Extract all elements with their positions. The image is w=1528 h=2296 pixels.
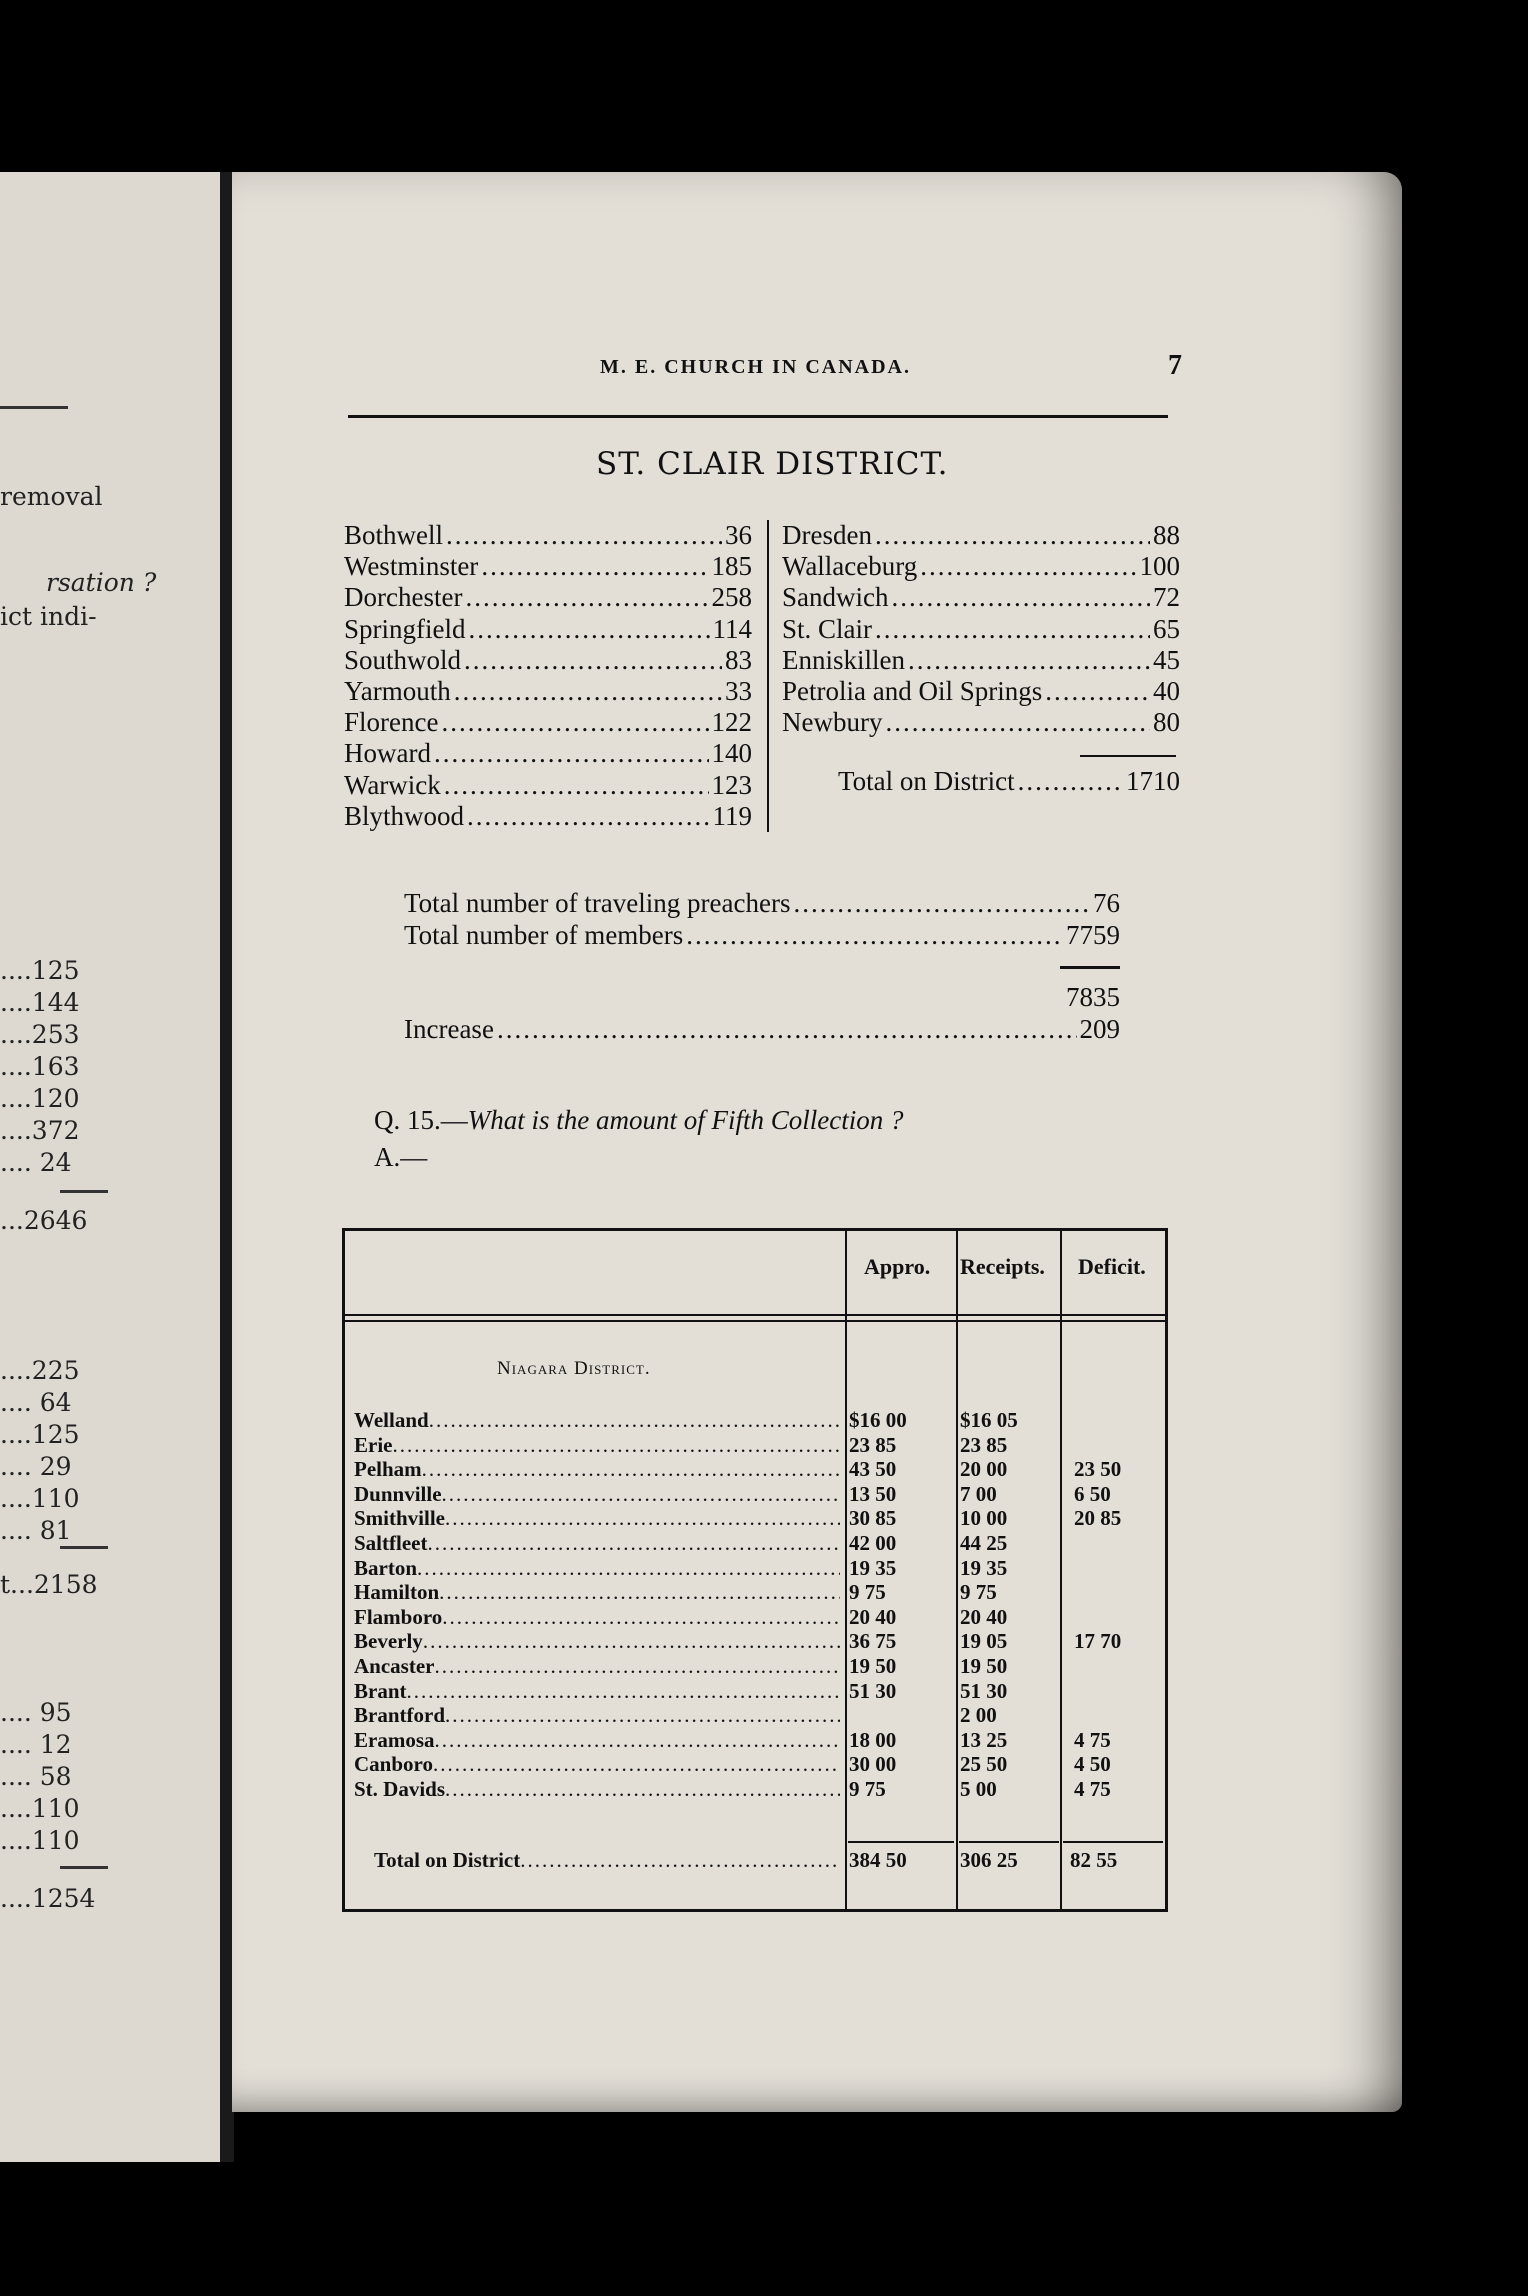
leader-dots <box>885 707 1150 738</box>
st-clair-total-value: 1710 <box>1126 766 1180 796</box>
cell-appro: $16 00 <box>849 1408 907 1432</box>
row-name: Erie <box>354 1432 393 1457</box>
left-page-line: ....110 <box>0 1484 80 1513</box>
row-name: Welland <box>354 1408 429 1432</box>
left-page-line: ....372 <box>0 1116 80 1145</box>
leader-dots <box>433 1752 840 1777</box>
left-page-line: .... 12 <box>0 1730 72 1759</box>
members-total <box>404 920 1120 951</box>
left-page-line: ....163 <box>0 1052 80 1081</box>
district-entry <box>344 582 752 613</box>
total-rule <box>1063 1841 1163 1843</box>
left-page-line: ....110 <box>0 1794 80 1823</box>
circuit-name: St. Clair <box>782 613 873 644</box>
left-page-line: .... 64 <box>0 1388 72 1417</box>
leader-dots <box>920 551 1136 582</box>
cell-receipts: 19 35 <box>960 1555 1008 1580</box>
left-page-rule <box>60 1866 108 1869</box>
left-page-line: ....125 <box>0 1420 80 1449</box>
row-name: Beverly <box>354 1629 423 1654</box>
table-row <box>342 1433 1168 1458</box>
leader-dots <box>1018 766 1123 797</box>
question-text: What is the amount of Fifth Collection ? <box>467 1105 904 1135</box>
district-entry <box>344 645 752 676</box>
district-entry <box>344 707 752 738</box>
total-label: Total on District <box>374 1848 521 1872</box>
left-page-line: .... 29 <box>0 1452 72 1481</box>
row-name: Brant <box>354 1678 407 1703</box>
district-entry <box>782 707 1180 738</box>
circuit-members: 33 <box>725 676 752 706</box>
answer-label: A.— <box>374 1142 428 1172</box>
total-appro: 384 50 <box>849 1848 907 1872</box>
leader-dots <box>439 1580 840 1605</box>
district-entry <box>782 520 1180 551</box>
left-page-line: t...2158 <box>0 1570 98 1599</box>
header-rule <box>348 415 1168 418</box>
circuit-name: Southwold <box>344 644 462 675</box>
cell-receipts: 20 00 <box>960 1457 1008 1482</box>
cell-appro: 43 50 <box>849 1457 897 1482</box>
table-row <box>342 1605 1168 1630</box>
leader-dots <box>464 645 722 676</box>
column-divider <box>767 520 769 832</box>
cell-appro: 9 75 <box>849 1580 886 1605</box>
page-number: 7 <box>1168 350 1184 381</box>
header-rule <box>342 1320 1168 1322</box>
district-entry <box>782 551 1180 582</box>
circuit-members: 122 <box>711 707 752 738</box>
row-name: Brantford <box>354 1703 445 1728</box>
left-page-line: ....110 <box>0 1826 80 1855</box>
preachers-value: 76 <box>1093 888 1120 918</box>
row-name: Flamboro <box>354 1604 443 1629</box>
cell-appro: 30 00 <box>849 1752 897 1777</box>
circuit-name: Yarmouth <box>344 676 451 706</box>
st-clair-total <box>838 766 1180 797</box>
table-row <box>342 1408 1168 1433</box>
circuit-members: 114 <box>712 613 752 644</box>
leader-dots <box>908 645 1150 676</box>
circuit-name: Springfield <box>344 613 466 644</box>
left-page-line: rsation ? <box>46 568 157 597</box>
cell-appro: 51 30 <box>849 1678 897 1703</box>
district-entry <box>344 801 752 832</box>
district-entry <box>782 614 1180 645</box>
header-rule <box>342 1314 1168 1316</box>
table-row <box>342 1506 1168 1531</box>
table-row <box>342 1703 1168 1728</box>
district-entry <box>344 676 752 707</box>
circuit-name: Enniskillen <box>782 644 905 675</box>
cell-deficit: 23 50 <box>1074 1457 1122 1482</box>
leader-dots <box>1045 676 1150 707</box>
circuit-name: Florence <box>344 707 439 738</box>
left-page-rule <box>0 406 68 409</box>
total-rule <box>959 1841 1059 1843</box>
members-label: Total number of members <box>404 920 684 950</box>
circuit-name: Sandwich <box>782 582 889 613</box>
district-entry <box>782 582 1180 613</box>
cell-receipts: 51 30 <box>960 1678 1008 1703</box>
cell-receipts: 44 25 <box>960 1531 1008 1555</box>
leader-dots <box>427 1531 840 1556</box>
cell-receipts: 2 00 <box>960 1703 997 1728</box>
circuit-name: Petrolia and Oil Springs <box>782 676 1043 706</box>
district-entry <box>782 676 1180 707</box>
leader-dots <box>422 1457 840 1482</box>
cell-appro: 42 00 <box>849 1531 897 1555</box>
circuit-name: Dresden <box>782 520 872 550</box>
row-name: Barton <box>354 1555 417 1580</box>
sum-rule <box>1060 966 1120 969</box>
left-page-line: ....1254 <box>0 1884 96 1913</box>
cell-receipts: 10 00 <box>960 1506 1008 1531</box>
left-page-rule <box>60 1190 108 1193</box>
cell-appro: 18 00 <box>849 1727 897 1752</box>
st-clair-total-label: Total on District <box>838 766 1015 796</box>
table-row <box>342 1482 1168 1507</box>
row-name: St. Davids <box>354 1777 446 1801</box>
sum-value: 7835 <box>1066 982 1120 1012</box>
circuit-members: 123 <box>711 769 752 800</box>
cell-appro: 36 75 <box>849 1629 897 1654</box>
circuit-name: Westminster <box>344 551 479 582</box>
increase-line <box>404 1014 1120 1045</box>
circuit-name: Newbury <box>782 707 883 738</box>
increase-label: Increase <box>404 1014 494 1044</box>
section-title: Niagara District. <box>497 1358 651 1379</box>
circuit-name: Wallaceburg <box>782 551 918 582</box>
header-receipts: Receipts. <box>960 1254 1045 1279</box>
cell-appro: 30 85 <box>849 1506 897 1531</box>
collection-table <box>342 1228 1168 1912</box>
circuit-members: 65 <box>1153 613 1180 644</box>
leader-dots <box>467 801 709 832</box>
circuit-name: Howard <box>344 738 431 769</box>
left-page-line: ....125 <box>0 956 80 985</box>
total-rule <box>848 1841 954 1843</box>
leader-dots <box>441 707 708 738</box>
table-row <box>342 1580 1168 1605</box>
table-bottom-rule <box>342 1909 1168 1912</box>
header-appro: Appro. <box>864 1254 931 1279</box>
leader-dots <box>444 770 709 801</box>
increase-value: 209 <box>1079 1014 1120 1044</box>
circuit-members: 40 <box>1153 676 1180 706</box>
circuit-name: Blythwood <box>344 800 465 831</box>
preachers-total <box>404 888 1120 919</box>
cell-deficit: 4 75 <box>1074 1727 1111 1752</box>
cell-receipts: $16 05 <box>960 1408 1018 1432</box>
left-page-line: ....144 <box>0 988 80 1017</box>
running-title: M. E. CHURCH IN CANADA. <box>600 356 911 378</box>
table-row <box>342 1556 1168 1581</box>
left-page-line: ....253 <box>0 1020 80 1049</box>
cell-appro: 9 75 <box>849 1777 886 1801</box>
total-row <box>342 1848 1168 1873</box>
left-page-line: removal <box>0 482 103 511</box>
row-name: Ancaster <box>354 1654 435 1678</box>
district-entry <box>344 520 752 551</box>
leader-dots <box>469 614 710 645</box>
cell-receipts: 25 50 <box>960 1752 1008 1777</box>
leader-dots <box>446 520 722 551</box>
row-name: Smithville <box>354 1506 446 1531</box>
circuit-members: 185 <box>711 551 752 582</box>
left-page-line: .... 81 <box>0 1516 72 1545</box>
district-entry <box>782 645 1180 676</box>
left-page-line: ....225 <box>0 1356 80 1385</box>
table-row <box>342 1654 1168 1679</box>
cell-appro: 19 35 <box>849 1555 897 1580</box>
left-page-line: .... 95 <box>0 1698 72 1727</box>
row-name: Eramosa <box>354 1727 435 1752</box>
leader-dots <box>445 1703 840 1728</box>
leader-dots <box>497 1014 1077 1045</box>
cell-receipts: 13 25 <box>960 1727 1008 1752</box>
members-value: 7759 <box>1066 920 1120 950</box>
circuit-name: Warwick <box>344 769 441 800</box>
circuit-name: Bothwell <box>344 520 443 550</box>
leader-dots <box>434 1654 840 1679</box>
left-page-rule <box>60 1546 108 1549</box>
row-name: Canboro <box>354 1752 433 1777</box>
leader-dots <box>793 888 1090 919</box>
circuit-members: 119 <box>712 800 752 831</box>
sum-rule <box>1080 755 1176 757</box>
table-row <box>342 1777 1168 1802</box>
cell-deficit: 17 70 <box>1074 1629 1122 1654</box>
circuit-members: 72 <box>1153 582 1180 613</box>
leader-dots <box>454 676 722 707</box>
table-row <box>342 1531 1168 1556</box>
circuit-members: 45 <box>1153 644 1180 675</box>
cell-receipts: 9 75 <box>960 1580 997 1605</box>
table-row <box>342 1457 1168 1482</box>
leader-dots <box>520 1848 840 1873</box>
cell-receipts: 23 85 <box>960 1432 1008 1457</box>
leader-dots <box>392 1433 840 1458</box>
leader-dots <box>686 920 1063 951</box>
district-entry <box>344 738 752 769</box>
question-number: Q. 15.— <box>374 1105 468 1135</box>
preachers-label: Total number of traveling preachers <box>404 888 791 918</box>
header-deficit: Deficit. <box>1078 1254 1146 1279</box>
cell-receipts: 7 00 <box>960 1481 997 1506</box>
leader-dots <box>875 614 1150 645</box>
circuit-members: 83 <box>725 644 752 675</box>
row-name: Dunnville <box>354 1481 442 1506</box>
circuit-members: 100 <box>1139 551 1180 582</box>
district-entry <box>344 614 752 645</box>
leader-dots <box>429 1408 840 1433</box>
table-row <box>342 1679 1168 1704</box>
cell-appro: 23 85 <box>849 1432 897 1457</box>
cell-deficit: 4 50 <box>1074 1752 1111 1777</box>
leader-dots <box>442 1605 840 1630</box>
district-entry <box>344 551 752 582</box>
table-row <box>342 1629 1168 1654</box>
total-deficit: 82 55 <box>1070 1848 1118 1872</box>
circuit-members: 140 <box>711 738 752 769</box>
left-page-line: .... 24 <box>0 1148 72 1177</box>
circuit-members: 88 <box>1153 520 1180 550</box>
left-page-line: ....120 <box>0 1084 80 1113</box>
leader-dots <box>481 551 708 582</box>
leader-dots <box>442 1482 840 1507</box>
leader-dots <box>423 1629 840 1654</box>
cell-receipts: 5 00 <box>960 1777 997 1801</box>
leader-dots <box>465 582 708 613</box>
row-name: Saltfleet <box>354 1531 428 1555</box>
leader-dots <box>434 738 709 769</box>
district-entry <box>344 770 752 801</box>
cell-receipts: 20 40 <box>960 1604 1008 1629</box>
table-row <box>342 1728 1168 1753</box>
leader-dots <box>891 582 1150 613</box>
leader-dots <box>407 1679 841 1704</box>
cell-appro: 13 50 <box>849 1481 897 1506</box>
district-title: ST. CLAIR DISTRICT. <box>596 446 949 482</box>
cell-receipts: 19 05 <box>960 1629 1008 1654</box>
cell-deficit: 6 50 <box>1074 1481 1111 1506</box>
leader-dots <box>435 1728 841 1753</box>
leader-dots <box>875 520 1150 551</box>
cell-deficit: 20 85 <box>1074 1506 1122 1531</box>
circuit-name: Dorchester <box>344 582 463 613</box>
cell-receipts: 19 50 <box>960 1654 1008 1678</box>
left-page-line: .... 58 <box>0 1762 72 1791</box>
leader-dots <box>417 1556 840 1581</box>
left-page-line: ict indi- <box>0 602 97 631</box>
cell-deficit: 4 75 <box>1074 1777 1111 1801</box>
circuit-members: 36 <box>725 520 752 550</box>
circuit-members: 258 <box>711 582 752 613</box>
total-receipts: 306 25 <box>960 1848 1018 1872</box>
leader-dots <box>445 1506 840 1531</box>
table-top-rule <box>342 1228 1168 1231</box>
cell-appro: 20 40 <box>849 1604 897 1629</box>
cell-appro: 19 50 <box>849 1654 897 1678</box>
leader-dots <box>445 1777 840 1802</box>
question-line <box>374 1105 903 1136</box>
row-name: Hamilton <box>354 1580 440 1605</box>
circuit-members: 80 <box>1153 707 1180 738</box>
row-name: Pelham <box>354 1457 422 1482</box>
left-page-line: ...2646 <box>0 1206 88 1235</box>
table-row <box>342 1752 1168 1777</box>
